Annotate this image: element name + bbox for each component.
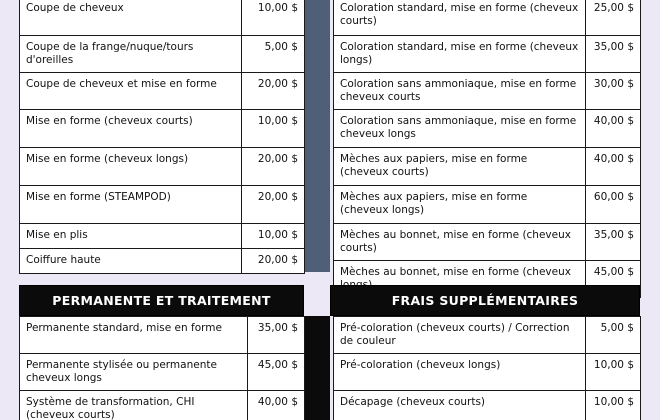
service-name: Mise en plis — [20, 224, 242, 249]
table-row — [20, 36, 305, 73]
service-name: Mise en forme (STEAMPOD) — [20, 186, 242, 224]
service-name: Pré-coloration (cheveux courts) / Correction de couleur — [334, 317, 586, 354]
table-row — [334, 110, 641, 148]
service-price: 60,00 $ — [586, 186, 641, 224]
service-price: 40,00 $ — [586, 110, 641, 148]
table-row — [334, 73, 641, 110]
table-row — [334, 224, 641, 261]
service-name: Mise en forme (cheveux courts) — [20, 110, 242, 148]
service-price: 20,00 $ — [242, 186, 305, 224]
table-row — [20, 186, 305, 224]
table-row — [20, 354, 305, 391]
service-name: Mèches aux papiers, mise en forme (cheveux courts) — [334, 148, 586, 186]
service-name: Coloration sans ammoniaque, mise en forme cheveux courts — [334, 73, 586, 110]
service-price: 20,00 $ — [242, 148, 305, 186]
service-name: Pré-coloration (cheveux longs) — [334, 354, 586, 391]
service-price: 45,00 $ — [586, 261, 641, 298]
column-divider-top — [303, 0, 330, 272]
table-row — [334, 391, 641, 420]
service-price: 20,00 $ — [242, 249, 305, 274]
column-divider-bottom — [303, 316, 330, 420]
service-price: 30,00 $ — [586, 73, 641, 110]
service-price: 10,00 $ — [242, 110, 305, 148]
service-name: Coloration standard, mise en forme (cheveux longs) — [334, 36, 586, 73]
section-title-frais: FRAIS SUPPLÉMENTAIRES — [330, 285, 640, 316]
table-row — [334, 186, 641, 224]
service-price: 40,00 $ — [248, 391, 305, 420]
service-price: 35,00 $ — [586, 224, 641, 261]
section-title-permanente: PERMANENTE ET TRAITEMENT — [19, 285, 304, 316]
service-price: 5,00 $ — [586, 317, 641, 354]
table-row — [20, 317, 305, 354]
service-name: Coloration sans ammoniaque, mise en forme cheveux longs — [334, 110, 586, 148]
service-name: Coupe de cheveux — [20, 0, 242, 36]
service-name: Système de transformation, CHI (cheveux courts) — [20, 391, 248, 420]
table-row — [20, 224, 305, 249]
service-price: 10,00 $ — [242, 224, 305, 249]
service-name: Mèches au bonnet, mise en forme (cheveux courts) — [334, 224, 586, 261]
table-row — [334, 0, 641, 36]
table-row — [20, 0, 305, 36]
table-row — [20, 249, 305, 274]
haircut-price-table — [19, 0, 304, 274]
service-price: 40,00 $ — [586, 148, 641, 186]
table-row — [20, 148, 305, 186]
service-name: Mèches aux papiers, mise en forme (cheveux longs) — [334, 186, 586, 224]
service-name: Permanente standard, mise en forme — [20, 317, 248, 354]
frais-price-table — [333, 316, 640, 420]
service-name: Mise en forme (cheveux longs) — [20, 148, 242, 186]
table-row — [334, 36, 641, 73]
service-name: Coupe de la frange/nuque/tours d'oreilles — [20, 36, 242, 73]
service-name: Mèches au bonnet, mise en forme (cheveux — [334, 261, 586, 298]
coloring-price-table — [333, 0, 640, 298]
service-name: Permanente stylisée ou permanente cheveux longs — [20, 354, 248, 391]
table-row — [334, 317, 641, 354]
service-price: 10,00 $ — [586, 354, 641, 391]
table-row — [20, 110, 305, 148]
table-row — [334, 354, 641, 391]
service-name: Coupe de cheveux et mise en forme — [20, 73, 242, 110]
service-name: Coiffure haute — [20, 249, 242, 274]
table-row — [20, 391, 305, 420]
service-name: Décapage (cheveux courts) — [334, 391, 586, 420]
service-price: 5,00 $ — [242, 36, 305, 73]
service-price: 25,00 $ — [586, 0, 641, 36]
table-row — [334, 148, 641, 186]
service-price: 10,00 $ — [242, 0, 305, 36]
service-price: 35,00 $ — [248, 317, 305, 354]
permanente-price-table — [19, 316, 304, 420]
service-price: 20,00 $ — [242, 73, 305, 110]
table-row — [20, 73, 305, 110]
service-price: 10,00 $ — [586, 391, 641, 420]
service-name: Coloration standard, mise en forme (cheveux courts) — [334, 0, 586, 36]
service-price: 35,00 $ — [586, 36, 641, 73]
service-price: 45,00 $ — [248, 354, 305, 391]
